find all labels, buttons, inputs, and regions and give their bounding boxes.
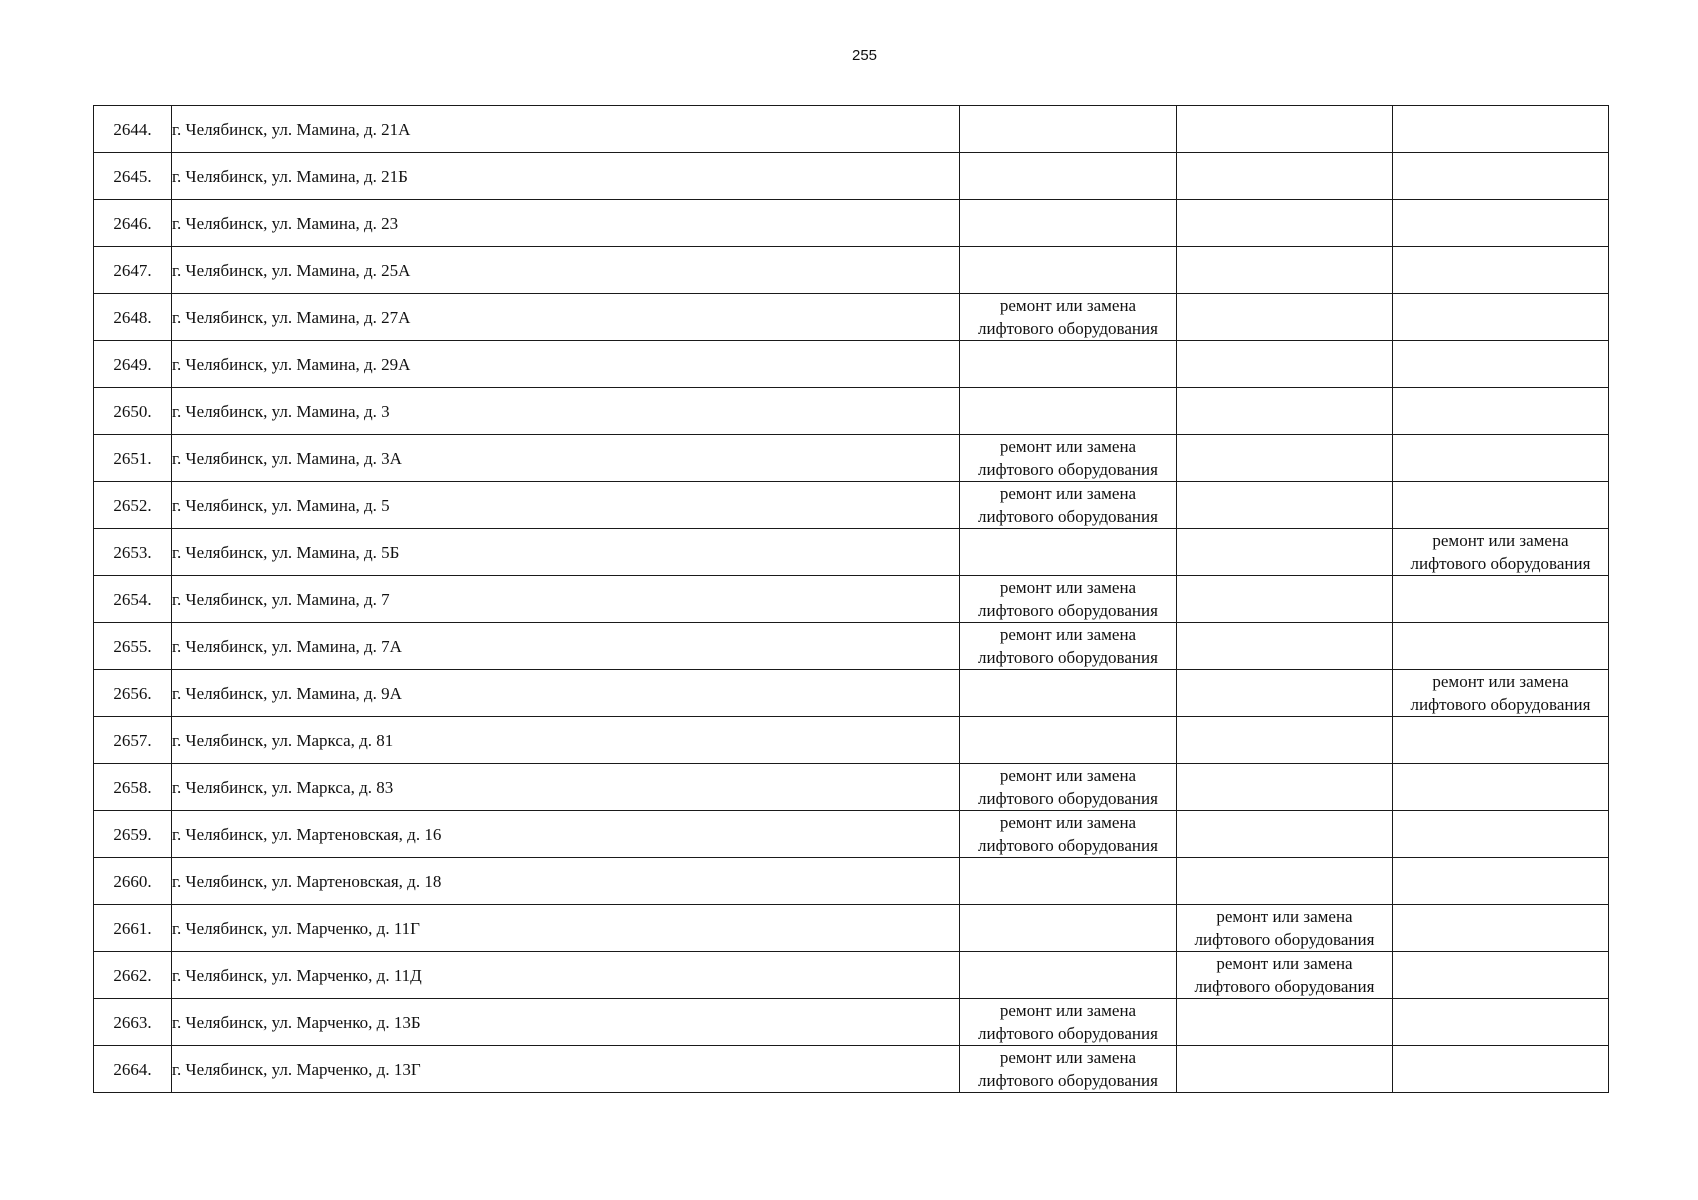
row-number-cell: 2650. bbox=[94, 388, 172, 435]
table-row bbox=[94, 858, 1609, 905]
table-row bbox=[94, 247, 1609, 294]
table-row bbox=[94, 153, 1609, 200]
page-number: 255 bbox=[851, 47, 878, 64]
work-type-text: ремонт или замена лифтового оборудования bbox=[1410, 531, 1591, 573]
work-type-text: ремонт или замена лифтового оборудования bbox=[978, 578, 1158, 620]
work-type-cell-3 bbox=[1393, 623, 1609, 670]
row-number-cell: 2649. bbox=[94, 341, 172, 388]
work-type-cell-2 bbox=[1177, 764, 1393, 811]
row-number-cell: 2646. bbox=[94, 200, 172, 247]
address-cell: г. Челябинск, ул. Маркса, д. 83 bbox=[172, 764, 960, 811]
row-number-cell: 2645. bbox=[94, 153, 172, 200]
work-type-cell-2 bbox=[1177, 294, 1393, 341]
work-type-text: ремонт или замена лифтового оборудования bbox=[1410, 672, 1591, 714]
registry-table bbox=[93, 105, 1609, 1093]
table-row bbox=[94, 952, 1609, 999]
work-type-cell-3 bbox=[1393, 247, 1609, 294]
row-number-cell: 2659. bbox=[94, 811, 172, 858]
work-type-cell-1 bbox=[960, 1046, 1177, 1093]
work-type-cell-2 bbox=[1177, 247, 1393, 294]
work-type-cell-2 bbox=[1177, 529, 1393, 576]
table-row bbox=[94, 529, 1609, 576]
work-type-cell-3 bbox=[1393, 388, 1609, 435]
table-row bbox=[94, 200, 1609, 247]
work-type-cell-1 bbox=[960, 388, 1177, 435]
work-type-cell-1 bbox=[960, 717, 1177, 764]
work-type-cell-3 bbox=[1393, 717, 1609, 764]
row-number-cell: 2652. bbox=[94, 482, 172, 529]
row-number-cell: 2662. bbox=[94, 952, 172, 999]
work-type-text: ремонт или замена лифтового оборудования bbox=[978, 766, 1158, 808]
address-cell: г. Челябинск, ул. Мартеновская, д. 16 bbox=[172, 811, 960, 858]
work-type-cell-1 bbox=[960, 623, 1177, 670]
row-number-cell: 2661. bbox=[94, 905, 172, 952]
work-type-cell-3 bbox=[1393, 482, 1609, 529]
address-cell: г. Челябинск, ул. Марченко, д. 13Б bbox=[172, 999, 960, 1046]
registry-table-body bbox=[94, 106, 1609, 1093]
work-type-cell-3 bbox=[1393, 435, 1609, 482]
work-type-cell-1 bbox=[960, 106, 1177, 153]
work-type-cell-1 bbox=[960, 200, 1177, 247]
address-cell: г. Челябинск, ул. Мамина, д. 9А bbox=[172, 670, 960, 717]
work-type-cell-1 bbox=[960, 294, 1177, 341]
work-type-text: ремонт или замена лифтового оборудования bbox=[978, 1048, 1158, 1090]
work-type-cell-3 bbox=[1393, 858, 1609, 905]
work-type-cell-1 bbox=[960, 764, 1177, 811]
address-cell: г. Челябинск, ул. Мамина, д. 29А bbox=[172, 341, 960, 388]
work-type-cell-2 bbox=[1177, 717, 1393, 764]
table-row bbox=[94, 482, 1609, 529]
work-type-cell-1 bbox=[960, 529, 1177, 576]
row-number-cell: 2663. bbox=[94, 999, 172, 1046]
work-type-cell-1 bbox=[960, 670, 1177, 717]
work-type-cell-1 bbox=[960, 153, 1177, 200]
address-cell: г. Челябинск, ул. Мамина, д. 21Б bbox=[172, 153, 960, 200]
work-type-text: ремонт или замена лифтового оборудования bbox=[978, 296, 1158, 338]
row-number-cell: 2651. bbox=[94, 435, 172, 482]
work-type-cell-3 bbox=[1393, 999, 1609, 1046]
address-cell: г. Челябинск, ул. Мамина, д. 21А bbox=[172, 106, 960, 153]
work-type-text: ремонт или замена лифтового оборудования bbox=[978, 437, 1158, 479]
work-type-cell-2 bbox=[1177, 670, 1393, 717]
work-type-cell-2 bbox=[1177, 858, 1393, 905]
work-type-cell-3 bbox=[1393, 200, 1609, 247]
row-number-cell: 2658. bbox=[94, 764, 172, 811]
work-type-cell-1 bbox=[960, 905, 1177, 952]
address-cell: г. Челябинск, ул. Мартеновская, д. 18 bbox=[172, 858, 960, 905]
address-cell: г. Челябинск, ул. Мамина, д. 25А bbox=[172, 247, 960, 294]
work-type-cell-3 bbox=[1393, 294, 1609, 341]
work-type-cell-3 bbox=[1393, 811, 1609, 858]
table-row bbox=[94, 811, 1609, 858]
table-row bbox=[94, 576, 1609, 623]
table-row bbox=[94, 764, 1609, 811]
work-type-cell-2 bbox=[1177, 482, 1393, 529]
work-type-cell-2 bbox=[1177, 200, 1393, 247]
work-type-cell-3 bbox=[1393, 952, 1609, 999]
work-type-cell-2 bbox=[1177, 106, 1393, 153]
work-type-cell-3 bbox=[1393, 764, 1609, 811]
table-row bbox=[94, 905, 1609, 952]
work-type-cell-2 bbox=[1177, 905, 1393, 952]
work-type-cell-1 bbox=[960, 952, 1177, 999]
row-number-cell: 2648. bbox=[94, 294, 172, 341]
address-cell: г. Челябинск, ул. Мамина, д. 7А bbox=[172, 623, 960, 670]
work-type-text: ремонт или замена лифтового оборудования bbox=[978, 484, 1158, 526]
work-type-text: ремонт или замена лифтового оборудования bbox=[1194, 907, 1375, 949]
address-cell: г. Челябинск, ул. Маркса, д. 81 bbox=[172, 717, 960, 764]
table-row bbox=[94, 435, 1609, 482]
work-type-cell-3 bbox=[1393, 106, 1609, 153]
work-type-cell-2 bbox=[1177, 341, 1393, 388]
row-number-cell: 2647. bbox=[94, 247, 172, 294]
table-row bbox=[94, 106, 1609, 153]
work-type-cell-2 bbox=[1177, 811, 1393, 858]
table-row bbox=[94, 388, 1609, 435]
work-type-cell-3 bbox=[1393, 341, 1609, 388]
address-cell: г. Челябинск, ул. Марченко, д. 13Г bbox=[172, 1046, 960, 1093]
address-cell: г. Челябинск, ул. Мамина, д. 7 bbox=[172, 576, 960, 623]
address-cell: г. Челябинск, ул. Марченко, д. 11Д bbox=[172, 952, 960, 999]
table-row bbox=[94, 1046, 1609, 1093]
work-type-cell-2 bbox=[1177, 1046, 1393, 1093]
row-number-cell: 2653. bbox=[94, 529, 172, 576]
work-type-cell-1 bbox=[960, 435, 1177, 482]
address-cell: г. Челябинск, ул. Мамина, д. 5 bbox=[172, 482, 960, 529]
table-row bbox=[94, 717, 1609, 764]
work-type-cell-3 bbox=[1393, 1046, 1609, 1093]
work-type-cell-2 bbox=[1177, 388, 1393, 435]
row-number-cell: 2644. bbox=[94, 106, 172, 153]
work-type-text: ремонт или замена лифтового оборудования bbox=[978, 813, 1158, 855]
work-type-cell-3 bbox=[1393, 529, 1609, 576]
address-cell: г. Челябинск, ул. Мамина, д. 23 bbox=[172, 200, 960, 247]
work-type-cell-3 bbox=[1393, 576, 1609, 623]
address-cell: г. Челябинск, ул. Мамина, д. 3 bbox=[172, 388, 960, 435]
work-type-text: ремонт или замена лифтового оборудования bbox=[1194, 954, 1375, 996]
work-type-cell-2 bbox=[1177, 576, 1393, 623]
row-number-cell: 2664. bbox=[94, 1046, 172, 1093]
table-row bbox=[94, 341, 1609, 388]
work-type-cell-1 bbox=[960, 858, 1177, 905]
table-row bbox=[94, 623, 1609, 670]
table-row bbox=[94, 670, 1609, 717]
work-type-text: ремонт или замена лифтового оборудования bbox=[978, 1001, 1158, 1043]
address-cell: г. Челябинск, ул. Мамина, д. 27А bbox=[172, 294, 960, 341]
work-type-cell-1 bbox=[960, 999, 1177, 1046]
address-cell: г. Челябинск, ул. Мамина, д. 3А bbox=[172, 435, 960, 482]
row-number-cell: 2657. bbox=[94, 717, 172, 764]
work-type-cell-3 bbox=[1393, 153, 1609, 200]
row-number-cell: 2654. bbox=[94, 576, 172, 623]
work-type-cell-1 bbox=[960, 576, 1177, 623]
work-type-cell-1 bbox=[960, 247, 1177, 294]
work-type-cell-2 bbox=[1177, 153, 1393, 200]
address-cell: г. Челябинск, ул. Мамина, д. 5Б bbox=[172, 529, 960, 576]
work-type-cell-3 bbox=[1393, 905, 1609, 952]
work-type-cell-2 bbox=[1177, 435, 1393, 482]
row-number-cell: 2660. bbox=[94, 858, 172, 905]
row-number-cell: 2656. bbox=[94, 670, 172, 717]
work-type-cell-2 bbox=[1177, 952, 1393, 999]
work-type-cell-3 bbox=[1393, 670, 1609, 717]
table-row bbox=[94, 999, 1609, 1046]
table-row bbox=[94, 294, 1609, 341]
work-type-cell-1 bbox=[960, 811, 1177, 858]
address-cell: г. Челябинск, ул. Марченко, д. 11Г bbox=[172, 905, 960, 952]
row-number-cell: 2655. bbox=[94, 623, 172, 670]
work-type-text: ремонт или замена лифтового оборудования bbox=[978, 625, 1158, 667]
work-type-cell-1 bbox=[960, 341, 1177, 388]
work-type-cell-2 bbox=[1177, 623, 1393, 670]
work-type-cell-2 bbox=[1177, 999, 1393, 1046]
work-type-cell-1 bbox=[960, 482, 1177, 529]
